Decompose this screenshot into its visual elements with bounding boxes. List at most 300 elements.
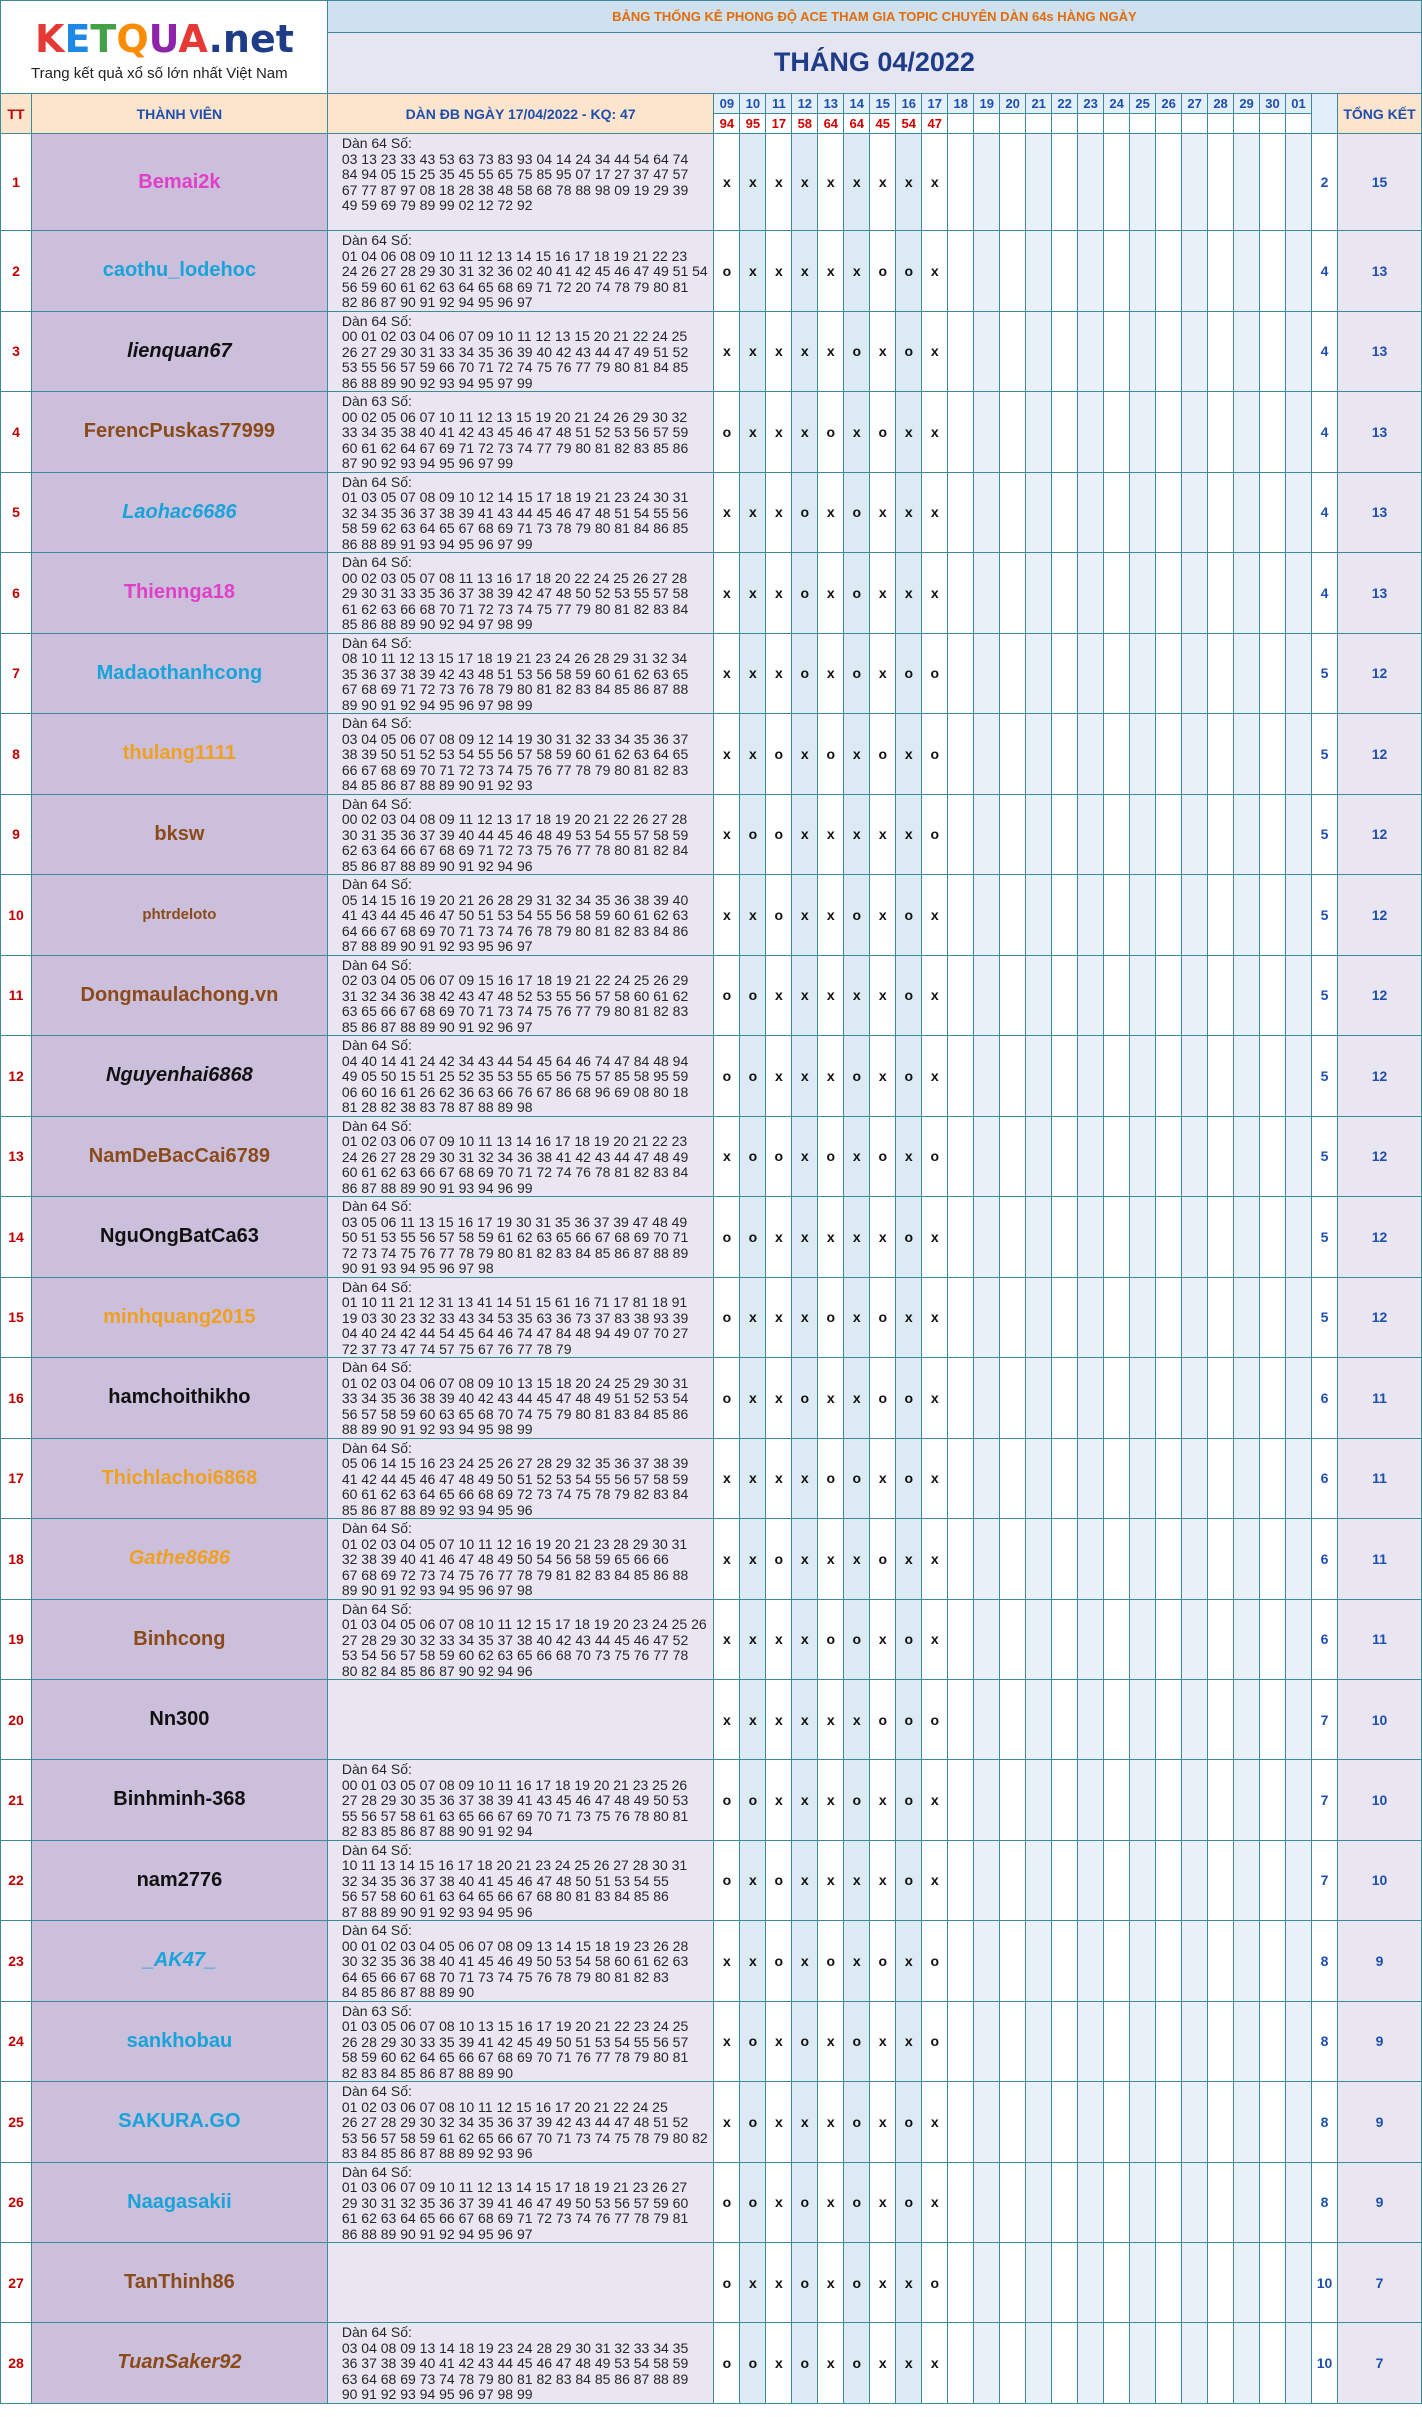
- empty-cell: [1208, 1277, 1234, 1358]
- mark-16: o: [896, 1358, 922, 1439]
- empty-cell: [974, 1840, 1000, 1921]
- result-15: 45: [870, 114, 896, 134]
- empty-cell: [1130, 1519, 1156, 1600]
- mark-11: o: [766, 794, 792, 875]
- empty-cell: [974, 472, 1000, 553]
- mark-13: x: [818, 875, 844, 956]
- empty-cell: [1156, 392, 1182, 473]
- result-16: 54: [896, 114, 922, 134]
- mark-13: x: [818, 134, 844, 231]
- mark-09: x: [714, 2082, 740, 2163]
- empty-cell: [1234, 794, 1260, 875]
- empty-cell: [1104, 1840, 1130, 1921]
- row-number: 21: [1, 1760, 32, 1841]
- mark-17: o: [922, 1921, 948, 2002]
- mark-13: x: [818, 794, 844, 875]
- empty-cell: [1052, 1921, 1078, 2002]
- empty-cell: [974, 392, 1000, 473]
- result-empty: [948, 114, 974, 134]
- win-count: 6: [1312, 1519, 1338, 1600]
- empty-cell: [1026, 1921, 1052, 2002]
- empty-cell: [1104, 1036, 1130, 1117]
- empty-cell: [974, 2243, 1000, 2323]
- mark-13: o: [818, 714, 844, 795]
- mark-10: x: [740, 1358, 766, 1439]
- mark-15: x: [870, 875, 896, 956]
- empty-cell: [1234, 2082, 1260, 2163]
- mark-16: o: [896, 1036, 922, 1117]
- empty-cell: [974, 2001, 1000, 2082]
- logo-tagline: Trang kết quả xổ số lớn nhất Việt Nam: [31, 65, 288, 82]
- empty-cell: [1104, 1116, 1130, 1197]
- mark-10: x: [740, 472, 766, 553]
- empty-cell: [974, 955, 1000, 1036]
- empty-cell: [948, 472, 974, 553]
- mark-14: o: [844, 875, 870, 956]
- empty-cell: [1286, 2243, 1312, 2323]
- empty-cell: [1130, 2082, 1156, 2163]
- win-count: 5: [1312, 955, 1338, 1036]
- empty-cell: [974, 2082, 1000, 2163]
- empty-cell: [1260, 633, 1286, 714]
- day-header-23: 23: [1078, 94, 1104, 114]
- empty-cell: [1286, 1840, 1312, 1921]
- mark-12: x: [792, 231, 818, 312]
- total-score: 12: [1338, 633, 1422, 714]
- member-row: [1, 2082, 1422, 2163]
- mark-13: x: [818, 2243, 844, 2323]
- row-number: 3: [1, 311, 32, 392]
- mark-11: x: [766, 472, 792, 553]
- empty-cell: [1078, 1680, 1104, 1760]
- day-header-29: 29: [1234, 94, 1260, 114]
- mark-09: o: [714, 392, 740, 473]
- empty-cell: [1182, 553, 1208, 634]
- row-number: 19: [1, 1599, 32, 1680]
- empty-cell: [1182, 1116, 1208, 1197]
- empty-cell: [1260, 2001, 1286, 2082]
- total-score: 10: [1338, 1840, 1422, 1921]
- mark-09: x: [714, 553, 740, 634]
- result-11: 17: [766, 114, 792, 134]
- empty-cell: [1260, 794, 1286, 875]
- mark-13: x: [818, 633, 844, 714]
- mark-09: o: [714, 1277, 740, 1358]
- empty-cell: [974, 1036, 1000, 1117]
- mark-11: o: [766, 1116, 792, 1197]
- win-count: 7: [1312, 1760, 1338, 1841]
- member-name: phtrdeloto: [31, 875, 327, 956]
- mark-09: x: [714, 2001, 740, 2082]
- empty-cell: [1000, 955, 1026, 1036]
- empty-cell: [1286, 955, 1312, 1036]
- win-count: 5: [1312, 714, 1338, 795]
- page-banner: BẢNG THỐNG KÊ PHONG ĐỘ ACE THAM GIA TOPIC CHUYÊN DÀN 64s HÀNG NGÀY: [327, 1, 1421, 33]
- dan-numbers: Dàn 64 Số: 03 13 23 33 43 53 63 73 83 93 04 14 24 34 44 54 64 74 84 94 05 15 25 35 45 55 65 75 85 95 07 17 27 37 47 57 67 77 87 97 08 18 28 38 48 58 68 78 88 98 09 19 29 39 49 59 69 79 89 99 02 12 72 92: [327, 134, 714, 231]
- empty-cell: [974, 1680, 1000, 1760]
- mark-11: x: [766, 392, 792, 473]
- empty-cell: [1026, 392, 1052, 473]
- mark-15: x: [870, 2323, 896, 2404]
- empty-cell: [1260, 1760, 1286, 1841]
- member-name: Laohac6686: [31, 472, 327, 553]
- empty-cell: [1078, 1036, 1104, 1117]
- empty-cell: [1234, 2323, 1260, 2404]
- logo-area[interactable]: [1, 1, 328, 94]
- day-header-01: 01: [1286, 94, 1312, 114]
- empty-cell: [1052, 2082, 1078, 2163]
- empty-cell: [1208, 134, 1234, 231]
- mark-14: x: [844, 955, 870, 1036]
- mark-12: x: [792, 1680, 818, 1760]
- empty-cell: [1078, 311, 1104, 392]
- empty-cell: [1130, 794, 1156, 875]
- mark-11: x: [766, 1438, 792, 1519]
- mark-14: o: [844, 1036, 870, 1117]
- mark-15: x: [870, 2243, 896, 2323]
- row-number: 16: [1, 1358, 32, 1439]
- day-header-15: 15: [870, 94, 896, 114]
- empty-cell: [1208, 472, 1234, 553]
- empty-cell: [1052, 794, 1078, 875]
- mark-17: x: [922, 2082, 948, 2163]
- empty-cell: [1052, 2001, 1078, 2082]
- member-row: [1, 2243, 1422, 2323]
- empty-cell: [1052, 955, 1078, 1036]
- mark-12: x: [792, 1519, 818, 1600]
- empty-cell: [1208, 311, 1234, 392]
- mark-14: x: [844, 134, 870, 231]
- mark-14: x: [844, 1358, 870, 1439]
- empty-cell: [1052, 875, 1078, 956]
- empty-cell: [1234, 1197, 1260, 1278]
- empty-cell: [1104, 1358, 1130, 1439]
- logo-letter: U: [148, 17, 179, 61]
- empty-cell: [1000, 1197, 1026, 1278]
- mark-13: x: [818, 955, 844, 1036]
- total-score: 9: [1338, 2162, 1422, 2243]
- row-number: 2: [1, 231, 32, 312]
- member-row: [1, 955, 1422, 1036]
- empty-cell: [1260, 472, 1286, 553]
- mark-14: x: [844, 1921, 870, 2002]
- empty-cell: [1156, 2243, 1182, 2323]
- empty-cell: [1208, 633, 1234, 714]
- member-name: hamchoithikho: [31, 1358, 327, 1439]
- empty-cell: [1208, 2243, 1234, 2323]
- empty-cell: [1156, 2082, 1182, 2163]
- day-header-25: 25: [1130, 94, 1156, 114]
- mark-15: o: [870, 1116, 896, 1197]
- empty-cell: [1026, 134, 1052, 231]
- empty-cell: [1104, 1197, 1130, 1278]
- empty-cell: [1130, 1116, 1156, 1197]
- empty-cell: [1286, 1116, 1312, 1197]
- mark-14: x: [844, 1519, 870, 1600]
- total-score: 12: [1338, 955, 1422, 1036]
- empty-cell: [1104, 134, 1130, 231]
- empty-cell: [1078, 472, 1104, 553]
- empty-cell: [1078, 1599, 1104, 1680]
- empty-cell: [974, 2323, 1000, 2404]
- empty-cell: [974, 714, 1000, 795]
- mark-14: o: [844, 1599, 870, 1680]
- mark-11: x: [766, 231, 792, 312]
- empty-cell: [1000, 553, 1026, 634]
- row-number: 12: [1, 1036, 32, 1117]
- empty-cell: [1078, 392, 1104, 473]
- empty-cell: [1208, 553, 1234, 634]
- empty-cell: [1104, 714, 1130, 795]
- mark-16: o: [896, 1760, 922, 1841]
- mark-10: x: [740, 134, 766, 231]
- member-name: Nn300: [31, 1680, 327, 1760]
- dan-numbers: Dàn 64 Số: 01 02 03 06 07 09 10 11 13 14 16 17 18 19 20 21 22 23 24 26 27 28 29 30 31 32 34 36 38 41 42 43 44 47 48 49 60 61 62 63 66 67 68 69 70 71 72 74 76 78 81 82 83 84 86 87 88 89 90 91 93 94 96 99: [327, 1116, 714, 1197]
- ketqua-logo[interactable]: [1, 1, 327, 93]
- mark-17: o: [922, 1680, 948, 1760]
- mark-16: o: [896, 1680, 922, 1760]
- mark-10: o: [740, 1036, 766, 1117]
- empty-cell: [1130, 1358, 1156, 1439]
- empty-cell: [1026, 633, 1052, 714]
- empty-cell: [1208, 1197, 1234, 1278]
- result-12: 58: [792, 114, 818, 134]
- empty-cell: [1234, 955, 1260, 1036]
- empty-cell: [1130, 1921, 1156, 2002]
- day-header-22: 22: [1052, 94, 1078, 114]
- mark-10: o: [740, 2001, 766, 2082]
- mark-13: x: [818, 1197, 844, 1278]
- mark-10: x: [740, 231, 766, 312]
- empty-cell: [1260, 1840, 1286, 1921]
- mark-10: o: [740, 2082, 766, 2163]
- day-header-18: 18: [948, 94, 974, 114]
- empty-cell: [1104, 1519, 1130, 1600]
- empty-cell: [1156, 1599, 1182, 1680]
- mark-13: o: [818, 392, 844, 473]
- empty-cell: [1182, 1840, 1208, 1921]
- mark-12: x: [792, 1599, 818, 1680]
- total-score: 9: [1338, 2082, 1422, 2163]
- empty-cell: [1286, 134, 1312, 231]
- mark-17: o: [922, 2243, 948, 2323]
- member-row: [1, 633, 1422, 714]
- empty-cell: [948, 1358, 974, 1439]
- mark-14: o: [844, 2001, 870, 2082]
- dan-numbers: Dàn 64 Số: 08 10 11 12 13 15 17 18 19 21 23 24 26 28 29 31 32 34 35 36 37 38 39 42 43 48 51 53 56 58 59 60 61 62 63 65 67 68 69 71 72 73 76 78 79 80 81 82 83 84 85 86 87 88 89 90 91 92 94 95 96 97 98 99: [327, 633, 714, 714]
- empty-cell: [974, 1438, 1000, 1519]
- empty-cell: [1026, 1680, 1052, 1760]
- mark-15: x: [870, 1036, 896, 1117]
- empty-cell: [1052, 1358, 1078, 1439]
- mark-12: x: [792, 1036, 818, 1117]
- day-header-27: 27: [1182, 94, 1208, 114]
- win-count: 4: [1312, 311, 1338, 392]
- day-header-11: 11: [766, 94, 792, 114]
- member-row: [1, 1840, 1422, 1921]
- total-score: 11: [1338, 1519, 1422, 1600]
- mark-16: x: [896, 1519, 922, 1600]
- mark-11: o: [766, 875, 792, 956]
- empty-cell: [948, 1519, 974, 1600]
- empty-cell: [1286, 1921, 1312, 2002]
- result-empty: [1182, 114, 1208, 134]
- empty-cell: [1052, 553, 1078, 634]
- empty-cell: [1182, 472, 1208, 553]
- day-header-14: 14: [844, 94, 870, 114]
- empty-cell: [1026, 2082, 1052, 2163]
- empty-cell: [974, 2162, 1000, 2243]
- empty-cell: [1000, 1840, 1026, 1921]
- empty-cell: [1182, 1519, 1208, 1600]
- mark-15: o: [870, 1358, 896, 1439]
- empty-cell: [1260, 1921, 1286, 2002]
- member-row: [1, 1116, 1422, 1197]
- mark-10: x: [740, 1599, 766, 1680]
- mark-17: x: [922, 1840, 948, 1921]
- empty-cell: [1052, 633, 1078, 714]
- member-row: [1, 134, 1422, 231]
- spacer-col: [1312, 94, 1338, 134]
- mark-12: o: [792, 553, 818, 634]
- mark-13: x: [818, 231, 844, 312]
- mark-17: x: [922, 955, 948, 1036]
- mark-10: x: [740, 2243, 766, 2323]
- empty-cell: [1182, 392, 1208, 473]
- empty-cell: [1182, 2001, 1208, 2082]
- empty-cell: [1182, 875, 1208, 956]
- empty-cell: [1104, 1760, 1130, 1841]
- result-14: 64: [844, 114, 870, 134]
- empty-cell: [1078, 2323, 1104, 2404]
- empty-cell: [948, 1277, 974, 1358]
- mark-10: o: [740, 2162, 766, 2243]
- empty-cell: [1286, 714, 1312, 795]
- empty-cell: [1286, 794, 1312, 875]
- empty-cell: [948, 875, 974, 956]
- result-empty: [1052, 114, 1078, 134]
- mark-12: x: [792, 2082, 818, 2163]
- empty-cell: [1078, 2162, 1104, 2243]
- member-name: Gathe8686: [31, 1519, 327, 1600]
- day-header-10: 10: [740, 94, 766, 114]
- dan-numbers: Dàn 64 Số: 03 04 08 09 13 14 18 19 23 24 28 29 30 31 32 33 34 35 36 37 38 39 40 41 42 43 44 45 46 47 48 49 53 54 58 59 63 64 68 69 73 74 78 79 80 81 82 83 84 85 86 87 88 89 90 91 92 93 94 95 96 97 98 99: [327, 2323, 714, 2404]
- mark-17: x: [922, 472, 948, 553]
- win-count: 4: [1312, 392, 1338, 473]
- mark-14: x: [844, 1277, 870, 1358]
- logo-letter: T: [90, 17, 117, 61]
- member-row: [1, 875, 1422, 956]
- empty-cell: [974, 1197, 1000, 1278]
- empty-cell: [1130, 2243, 1156, 2323]
- empty-cell: [1182, 955, 1208, 1036]
- mark-13: x: [818, 311, 844, 392]
- mark-09: x: [714, 1519, 740, 1600]
- empty-cell: [1130, 1438, 1156, 1519]
- month-title: THÁNG 04/2022: [327, 32, 1421, 93]
- mark-09: x: [714, 1680, 740, 1760]
- member-name: Thichlachoi6868: [31, 1438, 327, 1519]
- mark-16: x: [896, 714, 922, 795]
- empty-cell: [1000, 392, 1026, 473]
- empty-cell: [1104, 2243, 1130, 2323]
- empty-cell: [1234, 134, 1260, 231]
- day-header-21: 21: [1026, 94, 1052, 114]
- empty-cell: [974, 1599, 1000, 1680]
- empty-cell: [1052, 2162, 1078, 2243]
- empty-cell: [1052, 1197, 1078, 1278]
- mark-12: x: [792, 1277, 818, 1358]
- mark-11: o: [766, 1519, 792, 1600]
- member-name: FerencPuskas77999: [31, 392, 327, 473]
- member-name: caothu_lodehoc: [31, 231, 327, 312]
- empty-cell: [1286, 231, 1312, 312]
- empty-cell: [1052, 1760, 1078, 1841]
- empty-cell: [1182, 2323, 1208, 2404]
- empty-cell: [1182, 1921, 1208, 2002]
- mark-14: x: [844, 1840, 870, 1921]
- total-score: 12: [1338, 1036, 1422, 1117]
- empty-cell: [1130, 472, 1156, 553]
- mark-15: x: [870, 2082, 896, 2163]
- empty-cell: [1182, 1599, 1208, 1680]
- empty-cell: [1000, 2323, 1026, 2404]
- mark-13: x: [818, 1760, 844, 1841]
- empty-cell: [1286, 633, 1312, 714]
- empty-cell: [1130, 2323, 1156, 2404]
- empty-cell: [1104, 231, 1130, 312]
- member-name: nam2776: [31, 1840, 327, 1921]
- empty-cell: [1156, 1438, 1182, 1519]
- mark-12: o: [792, 633, 818, 714]
- mark-16: o: [896, 231, 922, 312]
- empty-cell: [948, 1760, 974, 1841]
- mark-10: x: [740, 1840, 766, 1921]
- empty-cell: [1234, 231, 1260, 312]
- mark-09: o: [714, 2323, 740, 2404]
- row-number: 27: [1, 2243, 32, 2323]
- row-number: 24: [1, 2001, 32, 2082]
- empty-cell: [1052, 134, 1078, 231]
- empty-cell: [974, 633, 1000, 714]
- mark-09: x: [714, 134, 740, 231]
- empty-cell: [1156, 1760, 1182, 1841]
- mark-14: x: [844, 1680, 870, 1760]
- member-name: Madaothanhcong: [31, 633, 327, 714]
- row-number: 22: [1, 1840, 32, 1921]
- mark-17: x: [922, 231, 948, 312]
- empty-cell: [1182, 1358, 1208, 1439]
- result-empty: [1130, 114, 1156, 134]
- empty-cell: [1156, 1680, 1182, 1760]
- total-score: 11: [1338, 1599, 1422, 1680]
- empty-cell: [1052, 1599, 1078, 1680]
- mark-16: o: [896, 633, 922, 714]
- member-row: [1, 1358, 1422, 1439]
- empty-cell: [1182, 231, 1208, 312]
- mark-17: x: [922, 1438, 948, 1519]
- row-number: 10: [1, 875, 32, 956]
- empty-cell: [1156, 1840, 1182, 1921]
- empty-cell: [1104, 633, 1130, 714]
- mark-09: x: [714, 472, 740, 553]
- mark-10: x: [740, 633, 766, 714]
- empty-cell: [1052, 311, 1078, 392]
- row-number: 5: [1, 472, 32, 553]
- empty-cell: [1286, 1599, 1312, 1680]
- empty-cell: [1026, 553, 1052, 634]
- mark-11: x: [766, 955, 792, 1036]
